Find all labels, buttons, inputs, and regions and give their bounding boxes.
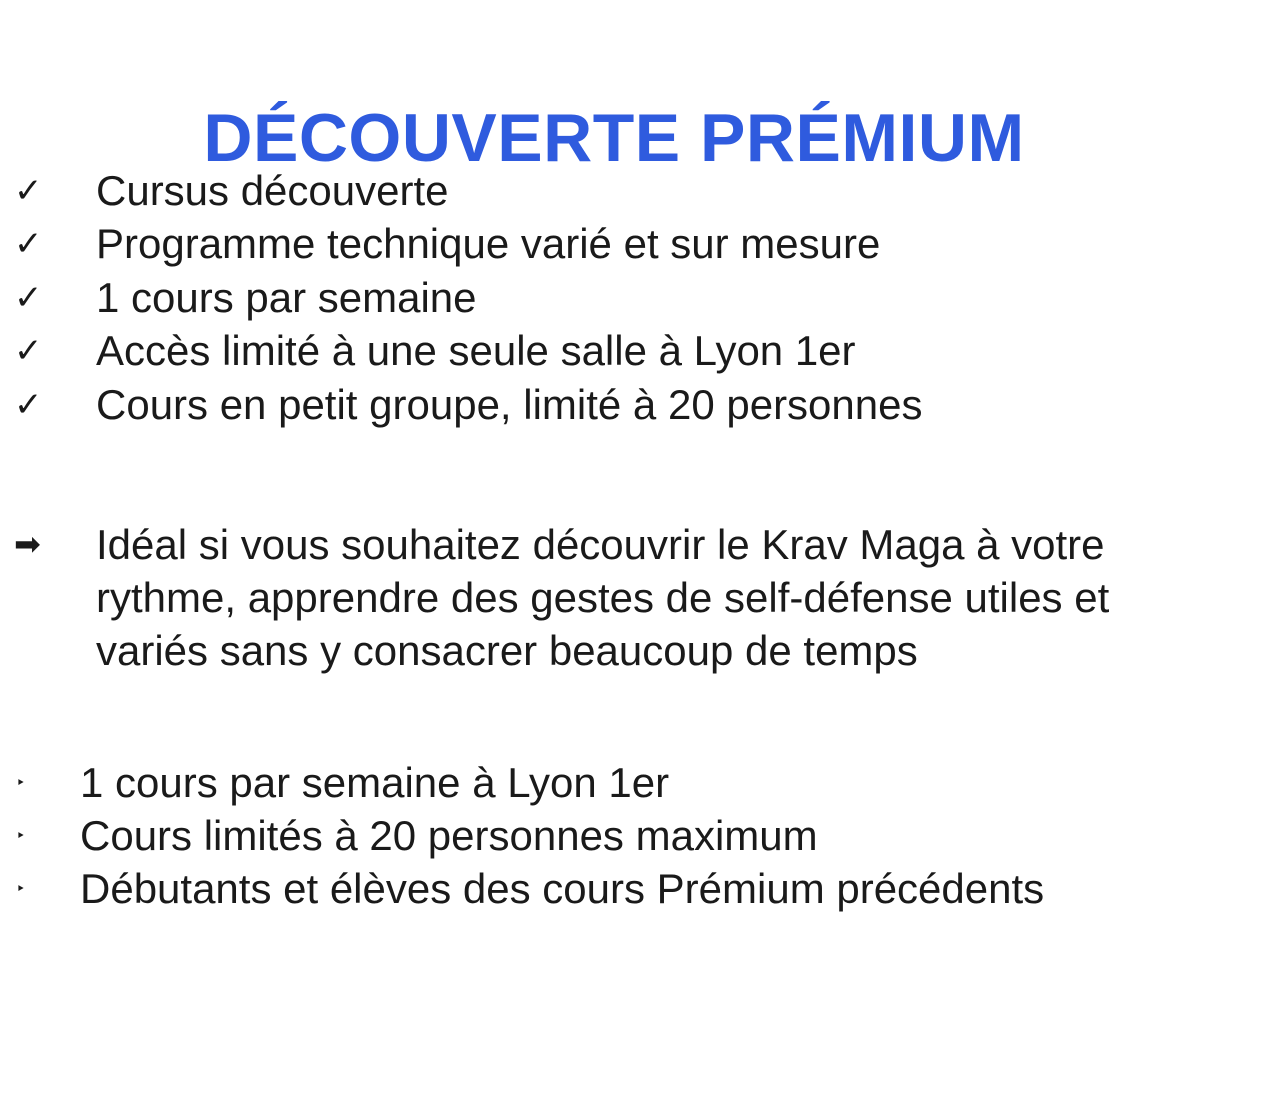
check-icon: ✓ xyxy=(14,331,43,372)
triangle-bullet-icon: ‣ xyxy=(16,826,26,845)
triangle-bullet-icon: ‣ xyxy=(16,773,26,792)
feature-text: Programme technique varié et sur mesure xyxy=(96,220,881,268)
features-list xyxy=(14,164,923,432)
list-item xyxy=(14,164,923,218)
list-item xyxy=(14,271,923,325)
detail-text: Cours limités à 20 personnes maximum xyxy=(80,811,818,859)
check-icon: ✓ xyxy=(14,224,43,265)
ideal-text: Idéal si vous souhaitez découvrir le Krav Maga à votre rythme, apprendre des gestes de self-défense utiles et variés sans y consacrer beaucoup de temps xyxy=(96,521,1110,674)
check-icon: ✓ xyxy=(14,170,43,211)
check-icon: ✓ xyxy=(14,277,43,318)
list-item xyxy=(14,756,1044,809)
list-item xyxy=(14,325,923,379)
detail-text: 1 cours par semaine à Lyon 1er xyxy=(80,758,670,806)
list-item xyxy=(14,378,923,432)
list-item xyxy=(14,218,923,272)
page-title: DÉCOUVERTE PRÉMIUM xyxy=(203,99,1025,176)
triangle-bullet-icon: ‣ xyxy=(16,879,26,898)
feature-text: Cours en petit groupe, limité à 20 personnes xyxy=(96,380,923,428)
details-list xyxy=(14,756,1044,915)
feature-text: Accès limité à une seule salle à Lyon 1er xyxy=(96,327,856,375)
arrow-right-icon: ➡ xyxy=(14,525,41,563)
check-icon: ✓ xyxy=(14,384,43,425)
feature-text: Cursus découverte xyxy=(96,166,449,214)
detail-text: Débutants et élèves des cours Prémium précédents xyxy=(80,864,1045,912)
ideal-statement xyxy=(14,518,1206,677)
feature-text: 1 cours par semaine xyxy=(96,273,477,321)
list-item xyxy=(14,809,1044,862)
list-item xyxy=(14,862,1044,915)
